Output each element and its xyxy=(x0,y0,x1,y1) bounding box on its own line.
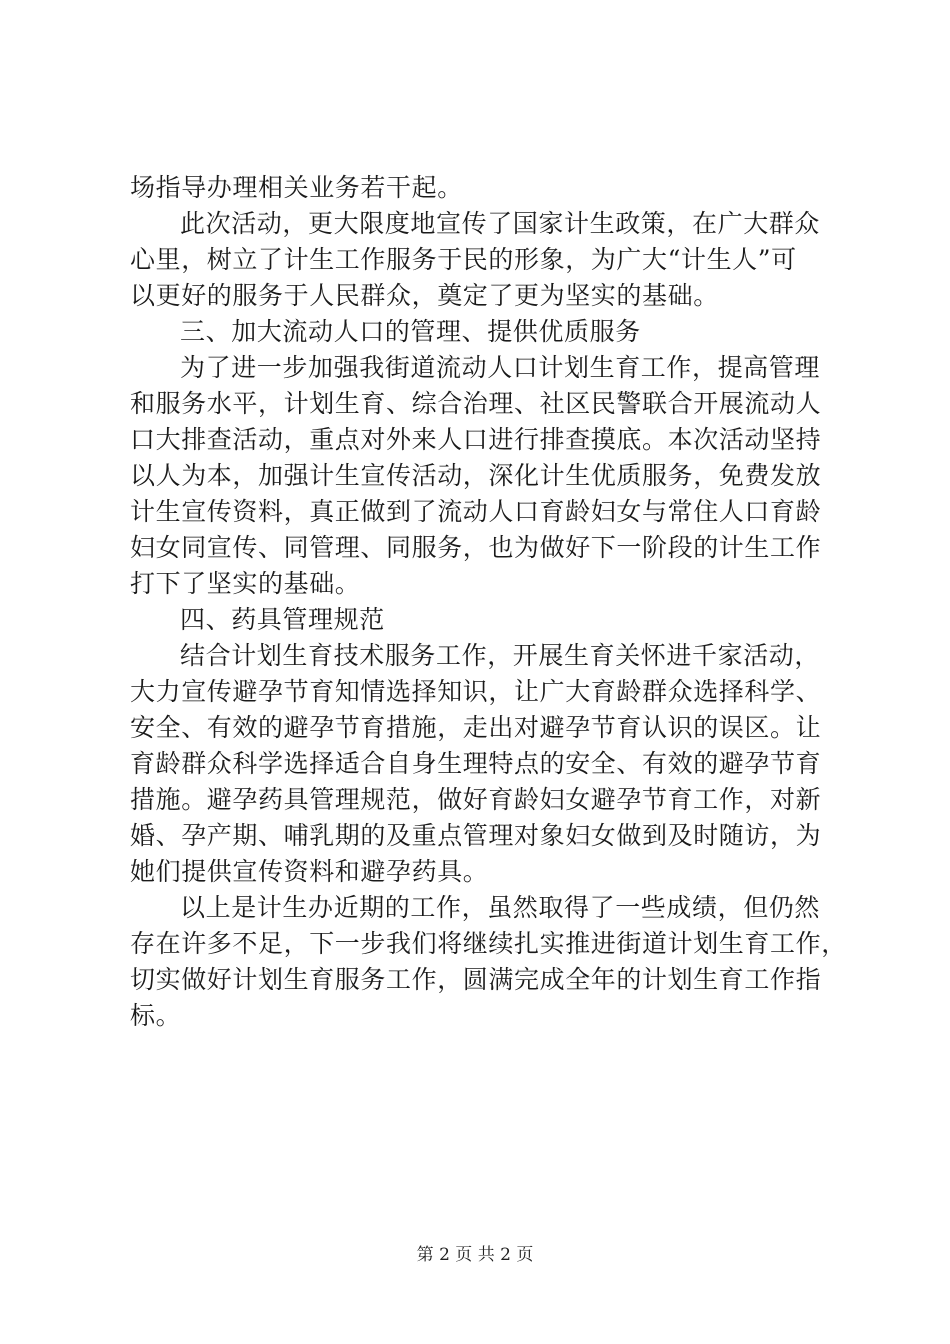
body-line: 大力宣传避孕节育知情选择知识，让广大育龄群众选择科学、 xyxy=(130,677,822,706)
section-heading: 三、加大流动人口的管理、提供优质服务 xyxy=(180,317,641,346)
paragraph-first-line: 结合计划生育技术服务工作，开展生育关怀进千家活动， xyxy=(180,641,821,670)
body-line: 切实做好计划生育服务工作，圆满完成全年的计划生育工作指 xyxy=(130,965,822,994)
body-line: 婚、孕产期、哺乳期的及重点管理对象妇女做到及时随访，为 xyxy=(130,821,822,850)
body-line: 标。 xyxy=(130,1001,182,1030)
body-line: 心里，树立了计生工作服务于民的形象，为广大“计生人”可 xyxy=(130,245,797,274)
page-number-footer: 第 2 页 共 2 页 xyxy=(416,1245,534,1265)
body-line: 计生宣传资料，真正做到了流动人口育龄妇女与常住人口育龄 xyxy=(130,497,822,526)
body-line: 措施。避孕药具管理规范，做好育龄妇女避孕节育工作，对新 xyxy=(130,785,822,814)
body-line: 育龄群众科学选择适合自身生理特点的安全、有效的避孕节育 xyxy=(130,749,822,778)
body-line: 安全、有效的避孕节育措施，走出对避孕节育认识的误区。让 xyxy=(130,713,822,742)
section-heading: 四、药具管理规范 xyxy=(180,605,385,634)
body-line: 存在许多不足，下一步我们将继续扎实推进街道计划生育工作， xyxy=(130,929,847,958)
body-line: 以更好的服务于人民群众，奠定了更为坚实的基础。 xyxy=(130,281,719,310)
paragraph-first-line: 为了进一步加强我街道流动人口计划生育工作，提高管理 xyxy=(180,353,821,382)
paragraph-first-line: 以上是计生办近期的工作，虽然取得了一些成绩，但仍然 xyxy=(180,893,821,922)
body-line: 场指导办理相关业务若干起。 xyxy=(130,173,463,202)
body-line: 她们提供宣传资料和避孕药具。 xyxy=(130,857,489,886)
body-line: 口大排查活动，重点对外来人口进行排查摸底。本次活动坚持 xyxy=(130,425,822,454)
body-line: 打下了坚实的基础。 xyxy=(130,569,361,598)
paragraph-first-line: 此次活动，更大限度地宣传了国家计生政策，在广大群众 xyxy=(180,209,821,238)
body-line: 以人为本，加强计生宣传活动，深化计生优质服务，免费发放 xyxy=(130,461,822,490)
body-line: 妇女同宣传、同管理、同服务，也为做好下一阶段的计生工作 xyxy=(130,533,822,562)
body-line: 和服务水平，计划生育、综合治理、社区民警联合开展流动人 xyxy=(130,389,822,418)
document-body xyxy=(130,170,847,1034)
